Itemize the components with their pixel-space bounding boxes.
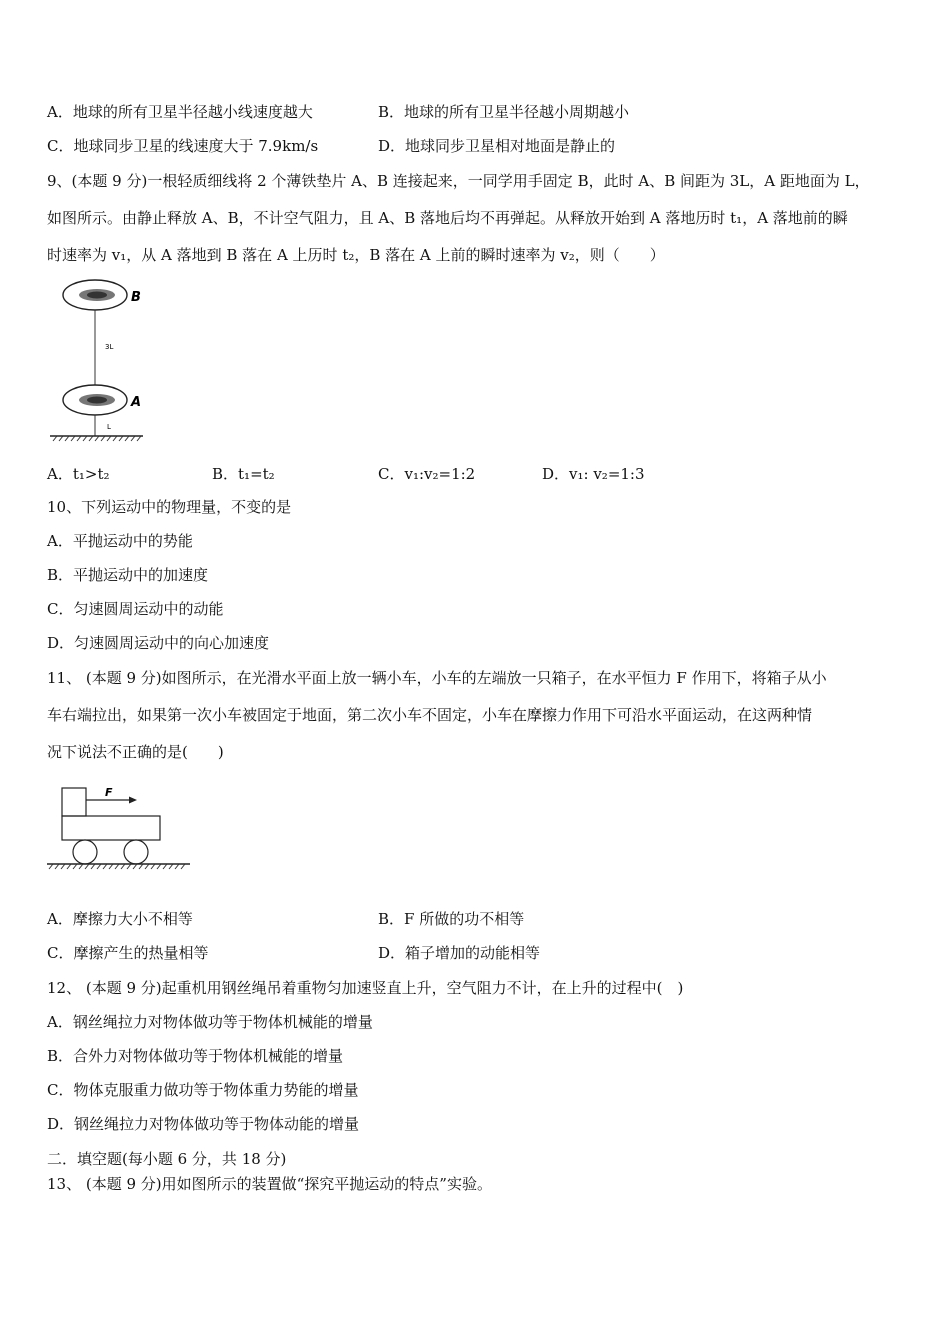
plate-a-figure bbox=[63, 385, 127, 415]
q10-option-d: D．匀速圆周运动中的向心加速度 bbox=[47, 634, 270, 652]
q8-option-b: B．地球的所有卫星半径越小周期越小 bbox=[378, 103, 630, 121]
cart-wheel-right bbox=[124, 840, 148, 864]
q12-stem: 12、 (本题 9 分)起重机用钢丝绳吊着重物匀加速竖直上升，空气阻力不计，在上升的过程中( ) bbox=[47, 979, 684, 997]
q11-option-d: D．箱子增加的动能相等 bbox=[378, 944, 541, 962]
distance-3l-label: 3L bbox=[105, 343, 114, 351]
q12-option-c: C．物体克服重力做功等于物体重力势能的增量 bbox=[47, 1081, 359, 1099]
q10-option-a: A．平抛运动中的势能 bbox=[47, 532, 193, 550]
plate-b-label: B bbox=[131, 290, 141, 305]
q13-stem: 13、 (本题 9 分)用如图所示的装置做“探究平抛运动的特点”实验。 bbox=[47, 1175, 492, 1193]
q11-figure bbox=[45, 780, 195, 875]
q11-option-b: B．F 所做的功不相等 bbox=[378, 910, 525, 928]
plate-b-figure bbox=[63, 280, 127, 310]
q10-option-c: C．匀速圆周运动中的动能 bbox=[47, 600, 224, 618]
q9-figure bbox=[45, 275, 155, 450]
force-label: F bbox=[105, 786, 113, 799]
q9-option-d: D．v₁: v₂=1:3 bbox=[542, 465, 645, 483]
q9-option-c: C．v₁:v₂=1:2 bbox=[378, 465, 476, 483]
q12-option-b: B．合外力对物体做功等于物体机械能的增量 bbox=[47, 1047, 344, 1065]
section-heading: 二．填空题(每小题 6 分，共 18 分) bbox=[47, 1150, 287, 1168]
cart-wheel-left bbox=[73, 840, 97, 864]
box-figure bbox=[62, 788, 86, 816]
q10-option-b: B．平抛运动中的加速度 bbox=[47, 566, 209, 584]
q9-option-b: B．t₁=t₂ bbox=[212, 465, 275, 483]
q10-stem: 10、下列运动中的物理量，不变的是 bbox=[47, 498, 292, 516]
distance-l-label: L bbox=[107, 423, 111, 431]
ground-hatch bbox=[50, 436, 143, 441]
cart-body bbox=[62, 816, 160, 840]
q11-option-c: C．摩擦产生的热量相等 bbox=[47, 944, 209, 962]
force-arrowhead bbox=[129, 797, 137, 804]
q11-stem-line3: 况下说法不正确的是( ) bbox=[47, 743, 224, 761]
q9-stem-line1: 9、(本题 9 分)一根轻质细线将 2 个薄铁垫片 A、B 连接起来，一同学用手固定 B，此时 A、B 间距为 3L，A 距地面为 L， bbox=[47, 172, 870, 190]
q11-stem-line1: 11、 (本题 9 分)如图所示，在光滑水平面上放一辆小车，小车的左端放一只箱子，在水平恒力 F 作用下，将箱子从小 bbox=[47, 669, 827, 687]
q9-stem-line2: 如图所示。由静止释放 A、B，不计空气阻力，且 A、B 落地后均不再弹起。从释放开始到 A 落地历时 t₁，A 落地前的瞬 bbox=[47, 209, 848, 227]
q12-option-a: A．钢丝绳拉力对物体做功等于物体机械能的增量 bbox=[47, 1013, 373, 1031]
q8-option-a: A．地球的所有卫星半径越小线速度越大 bbox=[47, 103, 313, 121]
plate-a-label: A bbox=[131, 395, 142, 410]
q9-stem-line3: 时速率为 v₁，从 A 落地到 B 落在 A 上历时 t₂，B 落在 A 上前的瞬时速率为 v₂，则（ ） bbox=[47, 246, 665, 264]
q8-option-c: C．地球同步卫星的线速度大于 7.9km/s bbox=[47, 137, 319, 155]
q12-option-d: D．钢丝绳拉力对物体做功等于物体动能的增量 bbox=[47, 1115, 360, 1133]
q8-option-d: D．地球同步卫星相对地面是静止的 bbox=[378, 137, 616, 155]
ground-hatch bbox=[47, 864, 190, 869]
q11-stem-line2: 车右端拉出，如果第一次小车被固定于地面，第二次小车不固定，小车在摩擦力作用下可沿水平面运动，在这两种情 bbox=[47, 706, 813, 724]
q11-option-a: A．摩擦力大小不相等 bbox=[47, 910, 193, 928]
q9-option-a: A．t₁>t₂ bbox=[47, 465, 110, 483]
